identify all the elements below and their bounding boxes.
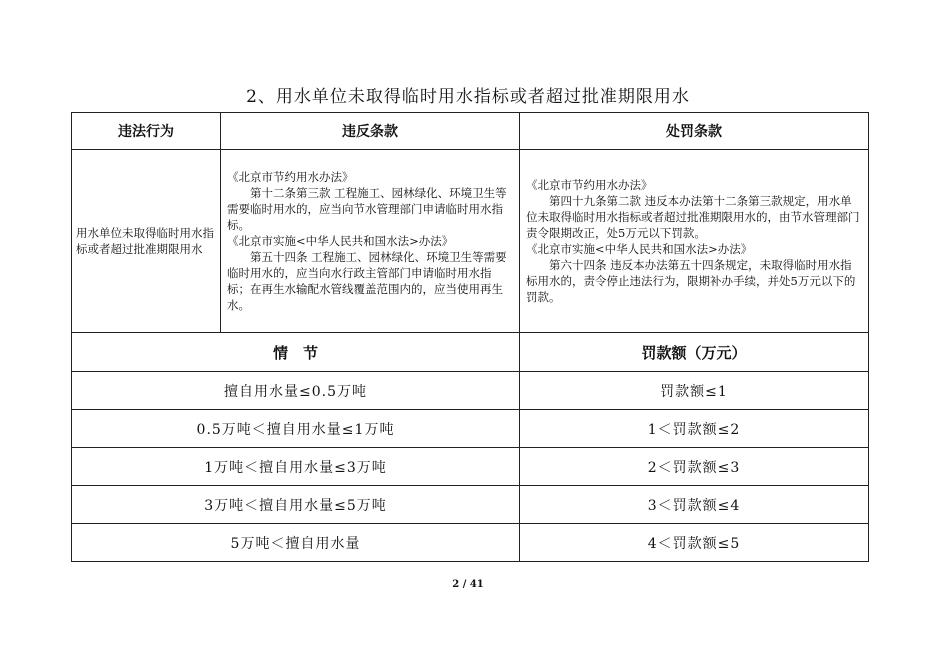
circumstance-cell: 3万吨＜擅自用水量≤5万吨 <box>72 486 520 524</box>
header-violation: 违法行为 <box>72 113 221 150</box>
fine-cell: 4＜罚款额≤5 <box>520 524 869 562</box>
sub-header-fine: 罚款额（万元） <box>520 333 869 372</box>
violation-cell: 用水单位未取得临时用水指标或者超过批准期限用水 <box>72 150 221 333</box>
clause-row <box>72 150 869 333</box>
circumstance-cell: 5万吨＜擅自用水量 <box>72 524 520 562</box>
page-title: 2、用水单位未取得临时用水指标或者超过批准期限用水 <box>246 87 690 107</box>
table-row <box>72 486 869 524</box>
violated-clause-line: 《北京市节约用水办法》 <box>227 170 354 184</box>
sub-header-circumstance: 情 节 <box>72 333 520 372</box>
fine-cell: 1＜罚款额≤2 <box>520 410 869 448</box>
table-row <box>72 410 869 448</box>
penalty-clause-line: 第四十九条第二款 违反本办法第十二条第三款规定，用水单位未取得临时用水指标或者超过批准期限用水的，由节水管理部门责令限期改正，处5万元以下罚款。 <box>526 194 860 240</box>
table-row <box>72 372 869 410</box>
violated-clauses-cell <box>221 150 520 333</box>
fine-cell: 3＜罚款额≤4 <box>520 486 869 524</box>
violated-clause-line: 《北京市实施<中华人民共和国水法>办法》 <box>227 234 454 248</box>
table-row <box>72 448 869 486</box>
violated-clause-line: 第五十四条 工程施工、园林绿化、环境卫生等需要临时用水的，应当向水行政主管部门申请临时用水指标；在再生水输配水管线覆盖范围内的，应当使用再生水。 <box>227 250 507 312</box>
circumstance-cell: 1万吨＜擅自用水量≤3万吨 <box>72 448 520 486</box>
penalty-clauses-cell <box>520 150 869 333</box>
penalty-table <box>71 112 869 562</box>
header-violated-clauses: 违反条款 <box>221 113 520 150</box>
fine-cell: 罚款额≤1 <box>520 372 869 410</box>
penalty-clause-line: 第六十四条 违反本办法第五十四条规定，未取得临时用水指标用水的，责令停止违法行为，限期补办手续，并处5万元以下的罚款。 <box>526 258 856 304</box>
sub-header-row <box>72 333 869 372</box>
circumstance-cell: 擅自用水量≤0.5万吨 <box>72 372 520 410</box>
table-row <box>72 524 869 562</box>
circumstance-cell: 0.5万吨＜擅自用水量≤1万吨 <box>72 410 520 448</box>
penalty-clause-line: 《北京市节约用水办法》 <box>526 178 653 192</box>
violated-clause-line: 第十二条第三款 工程施工、园林绿化、环境卫生等需要临时用水的，应当向节水管理部门申请临时用水指标。 <box>227 186 507 232</box>
table-header-row <box>72 113 869 150</box>
header-penalty-clauses: 处罚条款 <box>520 113 869 150</box>
fine-cell: 2＜罚款额≤3 <box>520 448 869 486</box>
page-number: 2 / 41 <box>452 579 484 590</box>
penalty-clause-line: 《北京市实施<中华人民共和国水法>办法》 <box>526 242 753 256</box>
